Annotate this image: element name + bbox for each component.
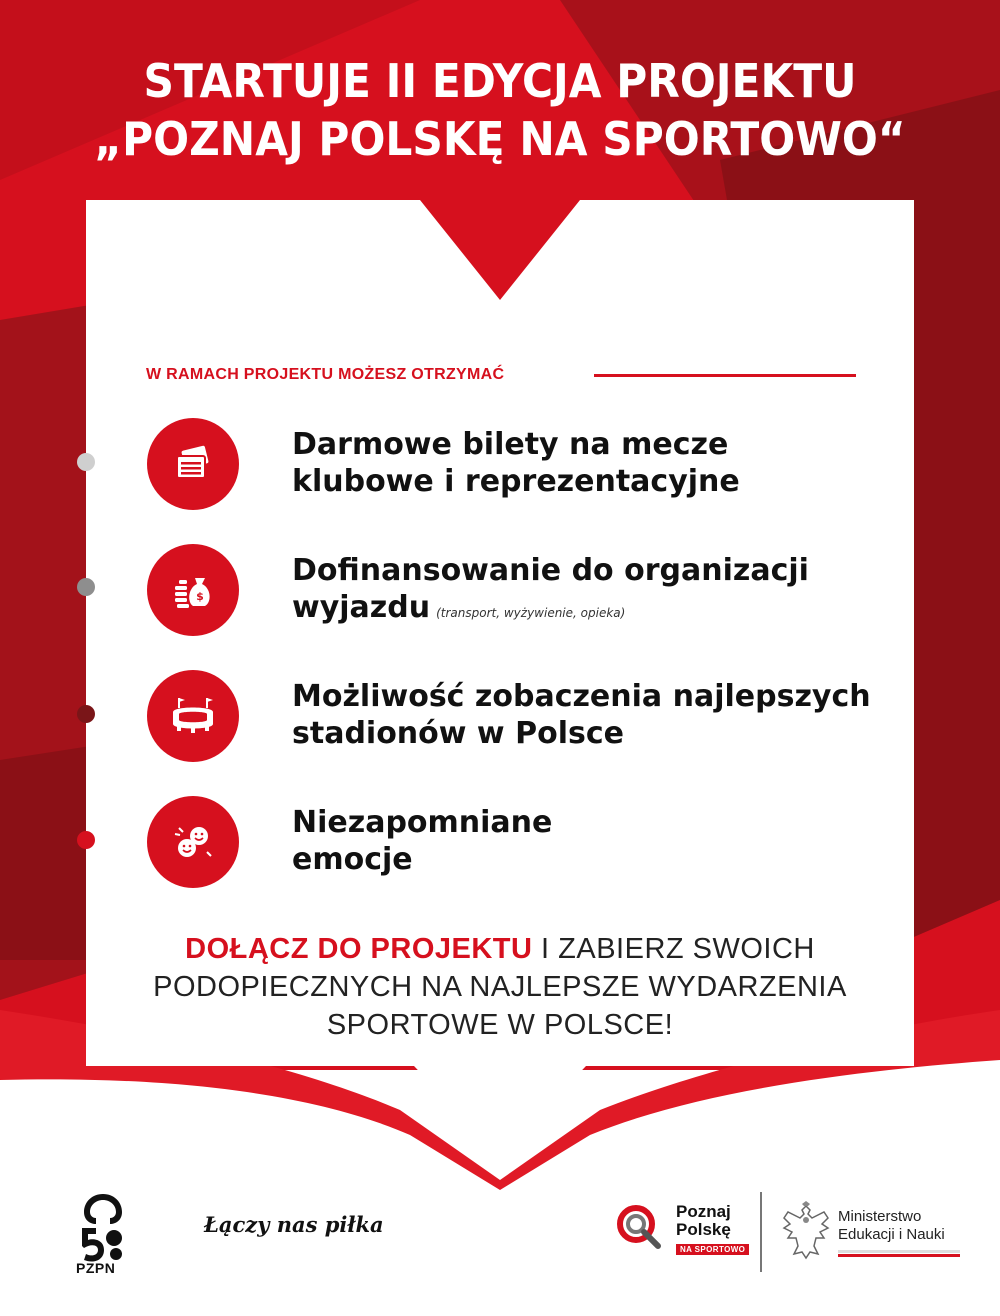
polish-eagle-emblem-icon	[780, 1200, 832, 1262]
side-dot-2	[77, 578, 95, 596]
benefit-text-1	[292, 426, 892, 500]
benefit-2-line-2: wyjazdu	[292, 590, 431, 625]
poznaj-polske-title	[676, 1203, 731, 1239]
pp-title-line-2: Polskę	[676, 1220, 731, 1239]
cta-line-3: SPORTOWE W POLSCE!	[326, 1009, 674, 1041]
section-rule	[594, 374, 856, 377]
money-bag-icon	[165, 562, 221, 618]
ministry-flag-white	[838, 1250, 960, 1253]
benefit-3-line-2: stadionów w Polsce	[292, 716, 624, 751]
benefit-text-2	[292, 552, 892, 632]
section-label: W RAMACH PROJEKTU MOŻESZ OTRZYMAĆ	[146, 366, 505, 383]
ministry-name	[838, 1208, 945, 1244]
benefit-text-4	[292, 804, 892, 878]
ministry-line-1: Ministerstwo	[838, 1208, 922, 1225]
benefit-icon-emotions	[147, 796, 239, 888]
pzpn-label: PZPN	[76, 1260, 116, 1276]
footer-divider	[760, 1192, 762, 1272]
stadium-icon	[165, 688, 221, 744]
cta-line-1-rest: I ZABIERZ SWOICH	[532, 933, 815, 965]
side-dot-1	[77, 453, 95, 471]
poznaj-polske-logo-icon	[614, 1202, 664, 1252]
headline-line-2: „POZNAJ POLSKĘ NA SPORTOWO“	[94, 112, 906, 166]
cta-line-1	[0, 930, 1000, 968]
benefit-2-line-2-wrap	[292, 589, 892, 632]
benefit-4-line-2: emocje	[292, 842, 413, 877]
smiley-faces-icon	[165, 814, 221, 870]
ministry-line-2: Edukacji i Nauki	[838, 1226, 945, 1243]
ministry-flag-red	[838, 1254, 960, 1257]
cta-line-2: PODOPIECZNYCH NA NAJLEPSZE WYDARZENIA	[153, 971, 847, 1003]
benefit-3-line-1: Możliwość zobaczenia najlepszych	[292, 679, 871, 714]
na-sportowo-badge: NA SPORTOWO	[676, 1244, 749, 1255]
pp-title-line-1: Poznaj	[676, 1202, 731, 1221]
benefit-2-note: (transport, wyżywienie, opieka)	[436, 606, 626, 620]
svg-text:$: $	[196, 590, 204, 603]
benefit-text-3	[292, 678, 892, 752]
ticket-icon	[165, 436, 221, 492]
headline-line-1: STARTUJE II EDYCJA PROJEKTU	[143, 54, 857, 108]
benefit-icon-tickets	[147, 418, 239, 510]
cta-accent: DOŁĄCZ DO PROJEKTU	[185, 933, 533, 965]
benefit-1-line-1: Darmowe bilety na mecze	[292, 427, 729, 462]
benefit-4-line-1: Niezapomniane	[292, 805, 553, 840]
side-dot-3	[77, 705, 95, 723]
benefit-icon-funding	[147, 544, 239, 636]
benefit-icon-stadiums	[147, 670, 239, 762]
slogan: Łączy nas piłka	[204, 1212, 384, 1237]
call-to-action	[0, 930, 1000, 1044]
headline	[40, 52, 960, 168]
benefit-2-line-1: Dofinansowanie do organizacji	[292, 553, 809, 588]
side-dot-4	[77, 831, 95, 849]
benefit-1-line-2: klubowe i reprezentacyjne	[292, 464, 740, 499]
